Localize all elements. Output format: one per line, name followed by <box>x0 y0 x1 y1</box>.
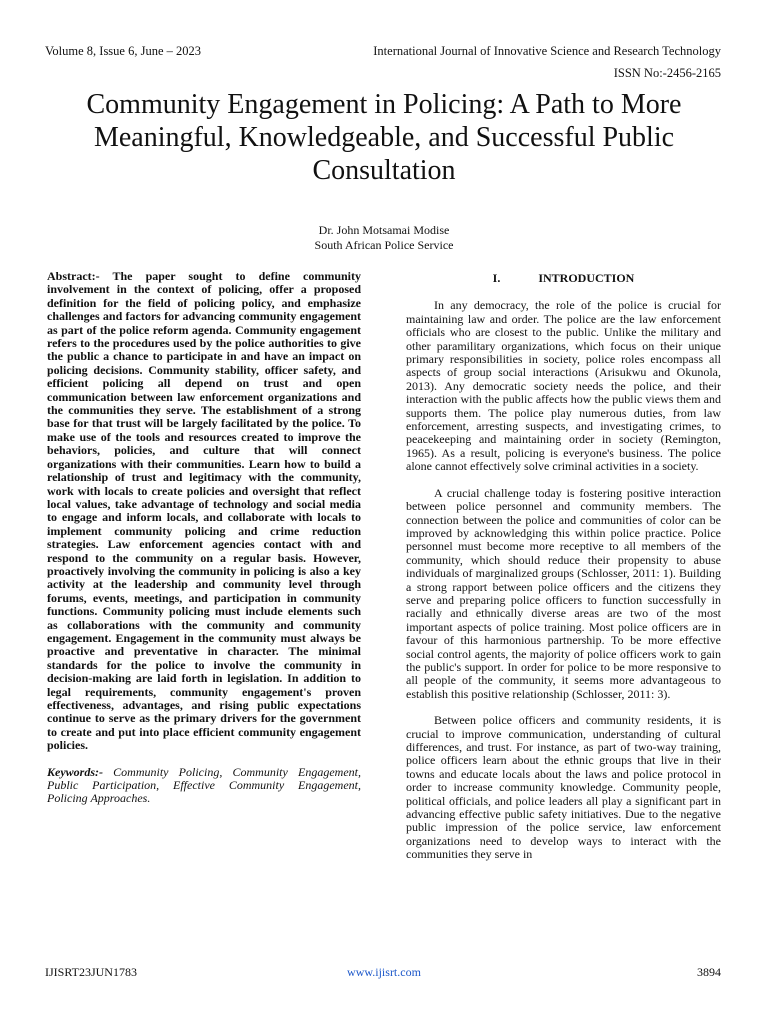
keywords <box>47 766 361 806</box>
left-column <box>47 270 361 806</box>
keywords-label: Keywords:- <box>47 764 103 779</box>
section-heading <box>406 272 721 285</box>
website-link[interactable]: www.ijisrt.com <box>347 965 421 979</box>
right-column <box>406 272 721 875</box>
body-paragraph: In any democracy, the role of the police is crucial for maintaining law and order. The police are the law enforcement officials who are closest to the public. Unlike the military and other paramilitary organizations, which focus on their unique primary responsibilities in society, police roles encompass all aspects of group social interactions (Arisukwu and Okunola, 2013). Any democratic society needs the police, and their interaction with the public affects how the public views them and supports them. The police play numerous duties, from law enforcement, arresting suspects, and investigating crimes, to peacekeeping and maintaining order in society (Remington, 1965). As a result, policing is everyone's business. The police alone cannot effectively solve criminal activities in a society. <box>406 298 721 474</box>
author-name: Dr. John Motsamai Modise <box>318 223 450 237</box>
author-affiliation: South African Police Service <box>314 238 454 252</box>
volume-issue: Volume 8, Issue 6, June – 2023 <box>45 44 202 58</box>
body-paragraph: A crucial challenge today is fostering positive interaction between police personnel and community members. The connection between the police and communities of color can be improved by acknowledging this within police practice. Police personnel must become more receptive to all members of the community, which should reduce their propensity to abuse individuals of marginalized groups (Schlosser, 2011: 1). Building a strong rapport between police officers and the citizens they serve and preparing police officers to function successfully in racially and ethnically diverse areas are two of the most important aspects of police training. Most police officers are in favour of this harmonious partnership. To be more effective social control agents, the majority of police officers work to gain the public's support. In order for police to be more responsive to all people of the community, it seems more advantageous to establish this positive relationship (Schlosser, 2011: 3). <box>406 485 721 701</box>
author-block <box>0 223 768 253</box>
page-number: 3894 <box>697 965 721 979</box>
paper-code: IJISRT23JUN1783 <box>45 965 137 979</box>
body-paragraph: Between police officers and community residents, it is crucial to improve communication, understanding of cultural differences, and trust. For instance, as part of two-way training, police officers learn about the ethnic groups that live in their towns and educate locals about the laws and police protocol in order to increase community knowledge. Community people, political officials, and police leaders all play a significant part in advancing effective public safety initiatives. Due to the negative public impression of the police service, law enforcement organizations need to develop ways to interact with the communities they serve in <box>406 713 721 862</box>
journal-name: International Journal of Innovative Science and Research Technology <box>373 44 721 58</box>
section-title: INTRODUCTION <box>538 271 635 285</box>
keywords-text: Community Policing, Community Engagement, Public Participation, Effective Community Engagement, Policing Approaches. <box>47 764 361 806</box>
issn: ISSN No:-2456-2165 <box>613 66 721 80</box>
section-number: I. <box>492 271 501 285</box>
abstract: Abstract:- The paper sought to define community involvement in the context of policing, offer a proposed definition for the field of policing policy, and emphasize challenges and factors for advancing community engagement as part of the police reform agenda. Community engagement refers to the procedures used by the police authorities to give the public a chance to participate in and have an impact on policing decisions. Community stability, officer safety, and efficient policing all depend on trust and open communication between law enforcement organizations and the communities they serve. The establishment of a strong base for that trust will be largely facilitated by the police. To make use of the tools and resources created to improve the behaviors, policies, and culture that will connect organizations with their communities. Learn how to build a relationship of trust and legitimacy with the community, work with locals to create policies and oversight that reflect local values, take advantage of technology and social media to engage and inform locals, and collaborate with locals to implement community policing and crime reduction strategies. Law enforcement agencies contact with and respond to the community on a regular basis. However, proactively involving the community in policing is also a key activity at the leadership and community level through forums, events, meetings, and participation in community functions. Community policing must include elements such as collaborations with the community and community engagement. Engagement in the community must always be proactive and preventative in character. The minimal standards for the police to involve the community in decision-making are laid forth in legislation. In addition to legal requirements, community engagement's proven effectiveness, advantages, and rising public expectations continue to serve as the primary drivers for the government to create and put into place efficient community engagement policies. <box>47 269 361 753</box>
paper-title: Community Engagement in Policing: A Path to More Meaningful, Knowledgeable, and Successful Public Consultation <box>86 89 682 186</box>
